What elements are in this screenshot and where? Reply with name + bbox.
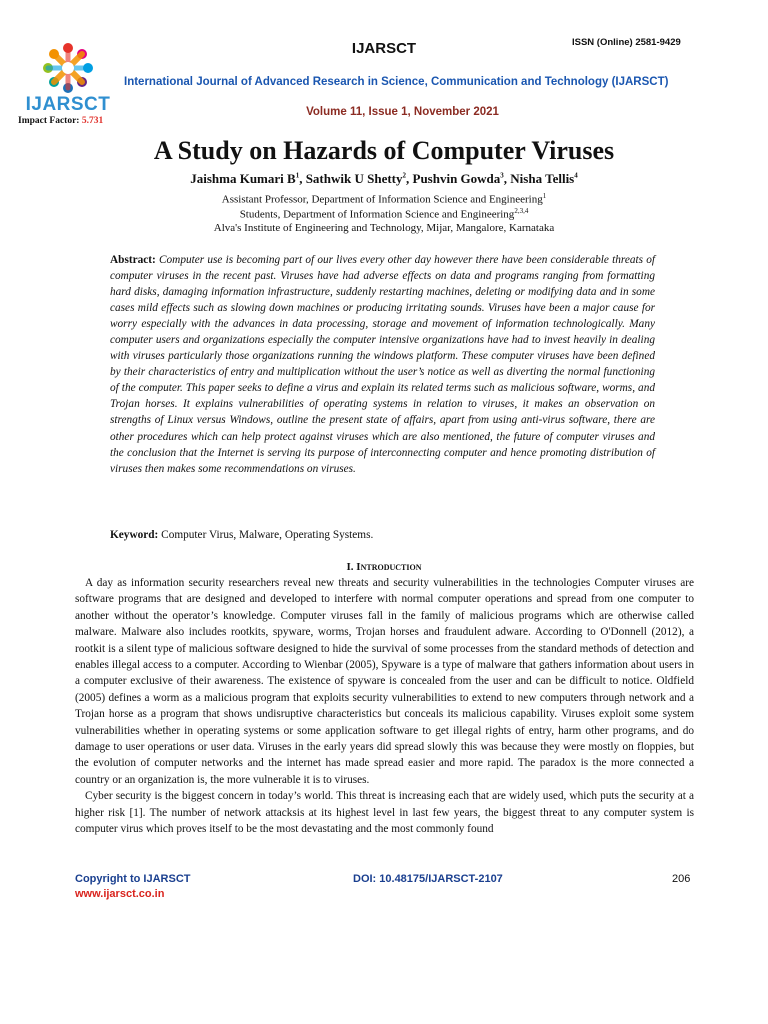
section-number: I. (346, 561, 357, 573)
author-list: Jaishma Kumari $B^1$, Sathwik U Shetty$^2$, Pushvin Gowda$^3$, Nisha Tellis$^4$ (190, 171, 578, 186)
affiliation-text: Alva's Institute of Engineering and Technology, Mijar, Mangalore, Karnataka (213, 222, 555, 234)
paragraph: A day as information security researchers reveal new threats and security vulnerabilities in the technologies Computer viruses are software programs that are designed and developed to interfere with normal computer operations and spread from one computer to another without the operator’s knowledge. Computer viruses fall in the family of malicious programs which are otherwise called malware. Malware also includes rootkits, spyware, worms, Trojan horses and fraudulent adware. According to O'Donnell (2012), a rootkit is a silent type of malicious software designed to hide the survival of some processes from the standard methods of detection and enables illegal access to a computer. According to Wienbar (2005), Spyware is a type of malware that gathers information about users in a computer exclusive of their awareness. The existence of spyware is concealed from the user and can be difficult to notice. Oldfield (2005) defines a worm as a malicious program that exploits security vulnerabilities to extend to new computers through network and a Trojan horse as a program that shows undisruptive characteristics but conceals its malicious capability. Viruses exploit some system vulnerabilities whether in operating systems or some application software to get illegal rights of entry, harm other programs, and do damage to user operations or user data. Viruses in the early years did spread slowly this was because they were mostly on floppies, but the evolution of computer networks and the internet has made spread easier and more rapid. The paradox is the more connected a country or an organization is, the more vulnerable it is to viruses. (75, 577, 694, 786)
affiliation-text: Assistant Professor, Department of Information Science and Engineering (221, 193, 543, 206)
affiliation (0, 192, 768, 206)
footer-copyright: Copyright to IJARSCT (75, 873, 191, 885)
abstract (110, 252, 655, 477)
paper-title: A Study on Hazards of Computer Viruses (153, 136, 615, 165)
journal-short-name: IJARSCT (351, 40, 417, 57)
logo-wordmark: IJARSCT (25, 94, 111, 115)
author-sup: 2 (402, 171, 406, 180)
affiliation-text: Students, Department of Information Science and Engineering (239, 208, 515, 221)
affiliation-sup: 2,3,4 (514, 207, 529, 215)
author-name: Pushvin Gowda (412, 171, 501, 186)
author-name: Nisha Tellis (510, 171, 575, 186)
impact-factor-label: Impact Factor: (18, 116, 82, 126)
footer-url[interactable]: www.ijarsct.co.in (75, 888, 165, 900)
body-text (75, 575, 694, 838)
author-name: Sathwik U Shetty (305, 171, 403, 186)
affiliation (0, 207, 768, 221)
volume-issue: Volume 11, Issue 1, November 2021 (306, 106, 499, 118)
impact-factor-value: 5.731 (81, 116, 104, 126)
abstract-label: Abstract: (110, 254, 156, 266)
section-heading (0, 561, 768, 573)
keywords (110, 529, 373, 541)
author-sup: 1 (295, 171, 300, 180)
journal-full-name: International Journal of Advanced Research in Science, Communication and Technology (IJARSCT) (124, 76, 669, 88)
author-name: Jaishma Kumari B (190, 171, 296, 186)
keyword-text: Computer Virus, Malware, Operating Systems. (161, 529, 374, 541)
issn: ISSN (Online) 2581-9429 (572, 37, 681, 48)
affiliation (0, 222, 768, 234)
keyword-label: Keyword: (110, 529, 159, 541)
paragraph: Cyber security is the biggest concern in today’s world. This threat is increasing each that are widely used, which puts the security at a higher risk [1]. The number of network attacksis at its highest level in last few years, the biggest threat to any computer system is computer virus which proves itself to be the most devastating and the most commonly found (75, 790, 694, 836)
author-sup: 4 (574, 171, 578, 180)
author-sup: 3 (500, 171, 504, 180)
abstract-text: Computer use is becoming part of our lives every other day however there have been considerable threats of computer viruses in the recent past. Viruses have had adverse effects on data and programs ranging from formatting hard disks, damaging information infrastructure, suddenly restarting machines, deleting or modifying data and in some cases mild effects such as slowing down machines or producing irritating sounds. Viruses have been a major cause for worry especially with the advances in data processing, storage and movement of information technologically. Many computer users and organizations especially the computer intensive organizations have had to invest heavily in dealing with viruses particularly those organizations running the windows platform. These computer viruses have been defined by their characteristics of entry and multiplication without the user’s notice as well as diverting the normal functioning of the computer. This paper seeks to define a virus and explain its related terms such as malicious software, worms, and Trojan horses. It explains vulnerabilities of operating systems in relation to viruses, it makes an observation on strengths of Linux versus Windows, outline the present state of affairs, apart from using anti-virus software, there are other procedures which can help protect against viruses which are also mentioned, the future of computer viruses and the conclusion that the Internet is serving its purpose of interconnecting computer and hence promoting distribution of viruses then makes some recommendations on viruses. (110, 254, 655, 475)
section-title: Introduction (356, 561, 422, 573)
footer-doi: DOI: 10.48175/IJARSCT-2107 (353, 873, 503, 885)
page-number: 206 (672, 873, 691, 885)
affiliation-sup: 1 (542, 192, 547, 200)
